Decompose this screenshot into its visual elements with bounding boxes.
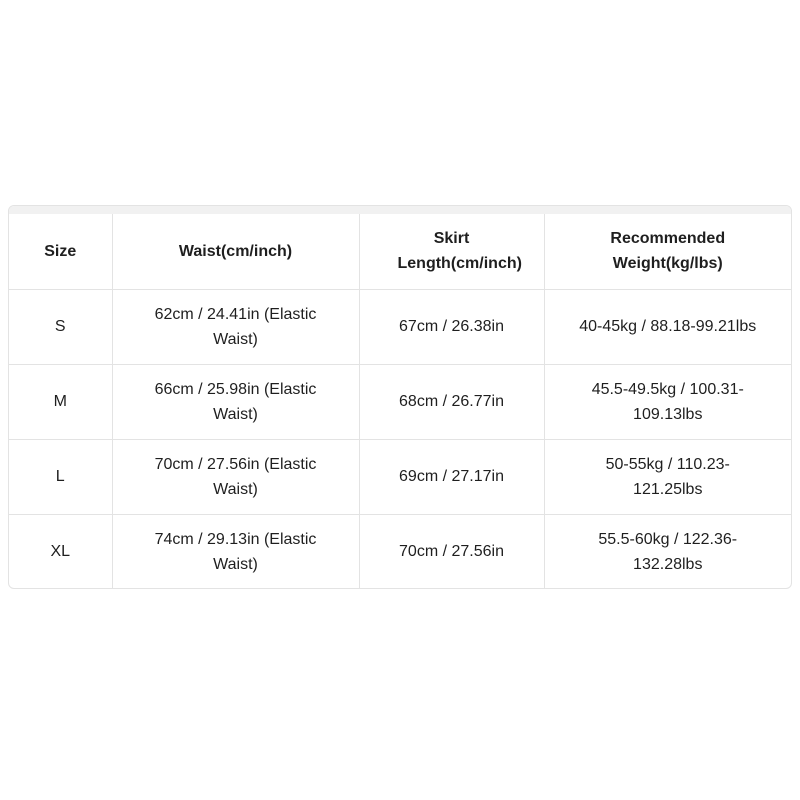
cell-weight: 40-45kg / 88.18-99.21lbs [544,289,791,364]
cell-skirt-length: 70cm / 27.56in [359,514,544,589]
header-skirt-length: Skirt Length(cm/inch) [359,214,544,289]
cell-skirt-length: 69cm / 27.17in [359,439,544,514]
cell-waist: 70cm / 27.56in (Elastic Waist) [112,439,359,514]
cell-waist: 74cm / 29.13in (Elastic Waist) [112,514,359,589]
cell-weight: 50-55kg / 110.23-121.25lbs [544,439,791,514]
cell-size: L [9,439,112,514]
cell-skirt-length: 68cm / 26.77in [359,364,544,439]
header-recommended-weight: Recommended Weight(kg/lbs) [544,214,791,289]
cell-skirt-length: 67cm / 26.38in [359,289,544,364]
cell-weight: 45.5-49.5kg / 100.31-109.13lbs [544,364,791,439]
size-chart-container [8,205,792,589]
cell-size: M [9,364,112,439]
header-size: Size [9,214,112,289]
cell-weight: 55.5-60kg / 122.36-132.28lbs [598,530,738,573]
size-chart-table [9,214,791,589]
cell-waist: 62cm / 24.41in (Elastic Waist) [112,289,359,364]
table-header-row [9,214,791,289]
header-waist: Waist(cm/inch) [112,214,359,289]
table-row [9,289,791,364]
cell-waist: 66cm / 25.98in (Elastic Waist) [112,364,359,439]
table-row [9,514,791,589]
cell-size: S [9,289,112,364]
table-row [9,364,791,439]
cell-size: XL [9,514,112,589]
table-row [9,439,791,514]
